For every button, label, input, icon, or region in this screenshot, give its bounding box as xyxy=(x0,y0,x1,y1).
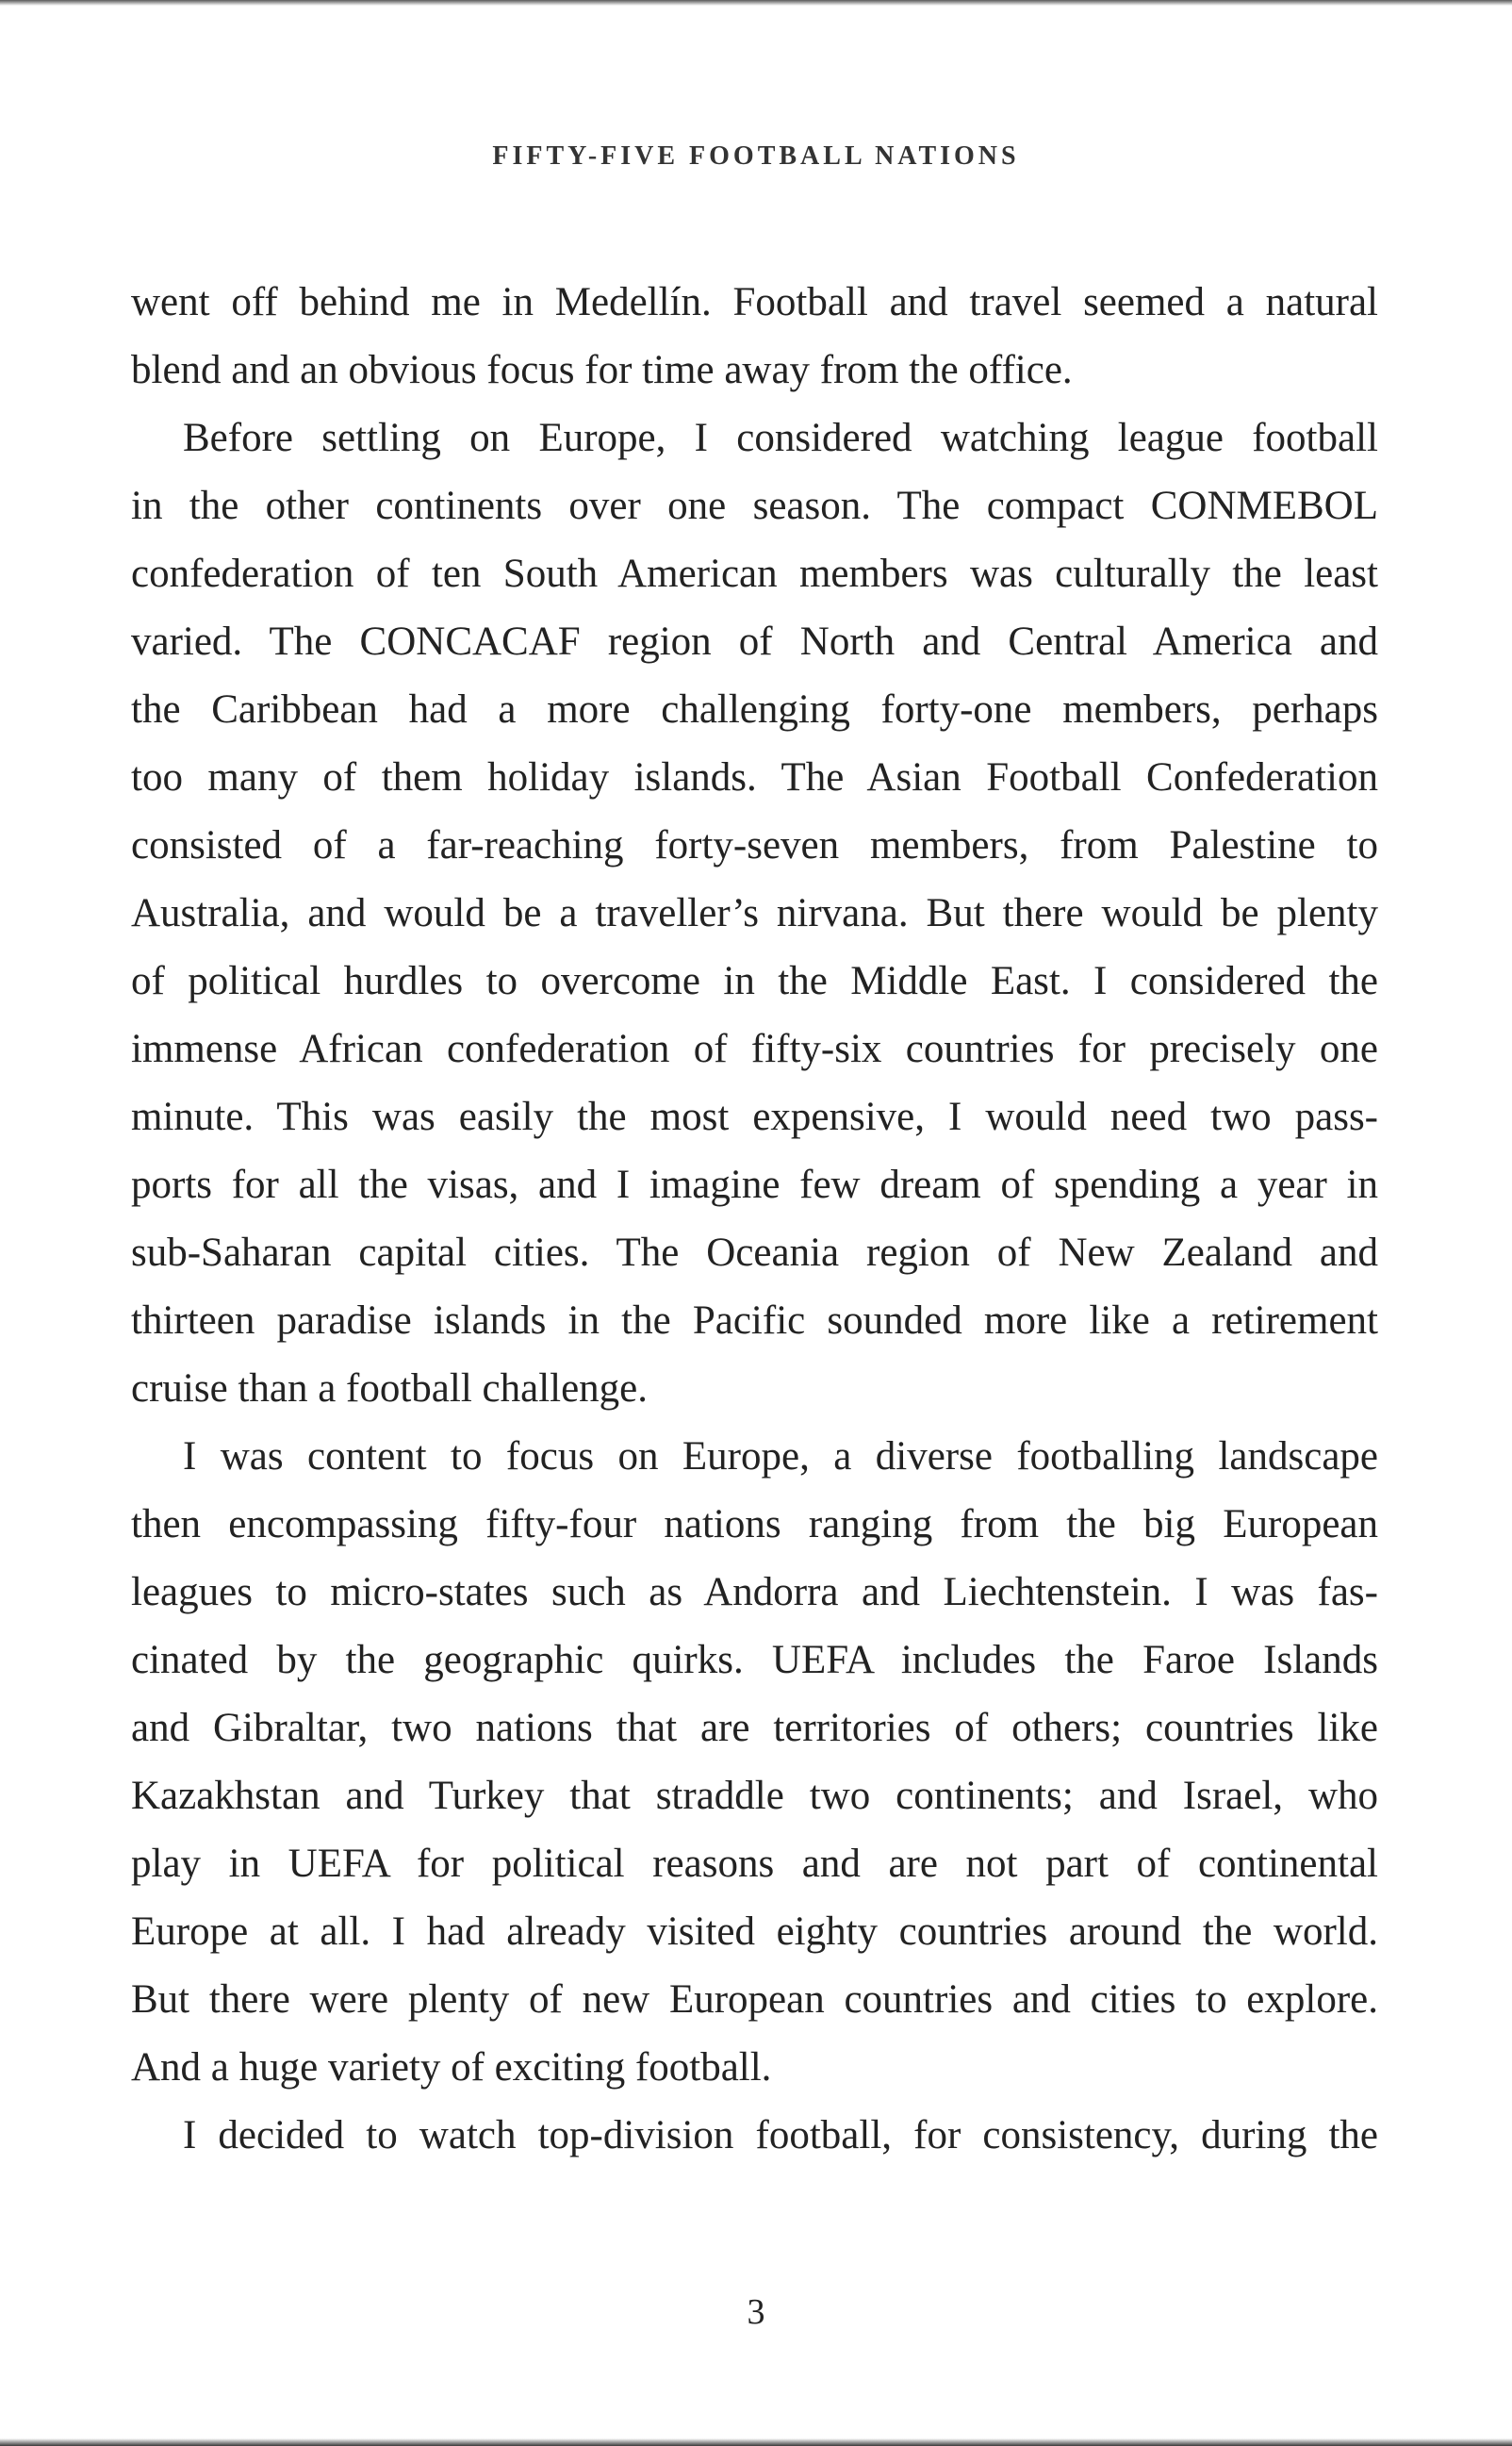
text-line: Australia, and would be a traveller’s nirvana. But there would be plenty xyxy=(131,891,1378,935)
text-line: confederation of ten South American members was culturally the least xyxy=(131,552,1378,596)
text-line: leagues to micro-states such as Andorra and Liechtenstein. I was fas- xyxy=(131,1570,1378,1614)
text-line: consisted of a far-reaching forty-seven members, from Palestine to xyxy=(131,823,1378,868)
body-text xyxy=(131,269,1378,2170)
text-line: ports for all the visas, and I imagine few dream of spending a year in xyxy=(131,1163,1378,1207)
scan-shadow-top xyxy=(0,0,1512,6)
page-number: 3 xyxy=(747,2292,765,2332)
text-line: play in UEFA for political reasons and are not part of continental xyxy=(131,1842,1378,1886)
text-line: went off behind me in Medellín. Football and travel seemed a natural xyxy=(131,280,1378,324)
text-line: But there were plenty of new European countries and cities to explore. xyxy=(131,1977,1378,2022)
running-head: FIFTY-FIVE FOOTBALL NATIONS xyxy=(492,141,1020,171)
text-line: sub-Saharan capital cities. The Oceania region of New Zealand and xyxy=(131,1231,1378,1275)
text-line: cinated by the geographic quirks. UEFA includes the Faroe Islands xyxy=(131,1638,1378,1682)
text-line: too many of them holiday islands. The Asian Football Confederation xyxy=(131,755,1378,800)
text-line: I was content to focus on Europe, a diverse footballing landscape xyxy=(183,1434,1378,1479)
scan-shadow-bottom xyxy=(0,2438,1512,2446)
text-line: of political hurdles to overcome in the Middle East. I considered the xyxy=(131,959,1378,1003)
text-line: thirteen paradise islands in the Pacific sounded more like a retirement xyxy=(131,1298,1378,1343)
text-line: varied. The CONCACAF region of North and Central America and xyxy=(131,620,1378,664)
text-line: and Gibraltar, two nations that are territories of others; countries like xyxy=(131,1706,1378,1750)
text-line: Before settling on Europe, I considered watching league football xyxy=(183,416,1378,460)
text-line: And a huge variety of exciting football. xyxy=(131,2045,772,2090)
text-line: the Caribbean had a more challenging forty-one members, perhaps xyxy=(131,687,1378,732)
text-line: minute. This was easily the most expensive, I would need two pass- xyxy=(131,1095,1378,1139)
text-line: Kazakhstan and Turkey that straddle two continents; and Israel, who xyxy=(131,1774,1378,1818)
text-line: I decided to watch top-division football, for consistency, during the xyxy=(183,2113,1378,2157)
text-line: blend and an obvious focus for time away from the office. xyxy=(131,348,1073,392)
text-line: then encompassing fifty-four nations ranging from the big European xyxy=(131,1502,1378,1546)
text-line: cruise than a football challenge. xyxy=(131,1366,649,1411)
text-line: immense African confederation of fifty-six countries for precisely one xyxy=(131,1027,1378,1071)
text-line: Europe at all. I had already visited eighty countries around the world. xyxy=(131,1909,1378,1954)
text-line: in the other continents over one season. The compact CONMEBOL xyxy=(131,484,1378,528)
